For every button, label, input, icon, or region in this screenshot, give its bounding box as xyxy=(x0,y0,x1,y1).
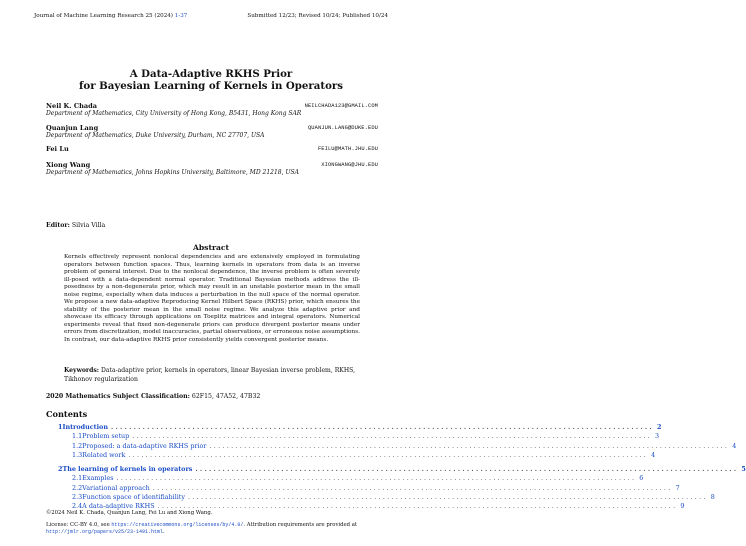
editor-name: Silvia Villa xyxy=(71,222,106,229)
toc-entry[interactable]: 2.4 A data-adaptive RKHS ........................................................................................................................ 9 xyxy=(72,502,685,511)
toc-entry[interactable]: 2.2 Variational approach ........................................................................................................................ 7 xyxy=(72,483,680,492)
author-affiliation: Department of Mathematics, Duke University, Durham, NC 27707, USA xyxy=(46,132,265,139)
toc-leader: ........................................................................................................................ xyxy=(152,483,673,492)
toc-entry[interactable]: 2 The learning of kernels in operators ........................................................................................................................ 5 xyxy=(58,465,746,474)
author-name: Xiong Wang xyxy=(46,161,91,169)
running-header xyxy=(34,13,388,20)
editor-line xyxy=(46,222,105,229)
toc-entry[interactable]: 1.2 Proposed: a data-adaptive RKHS prior ........................................................................................................................ 4 xyxy=(72,441,737,450)
toc-leader: ........................................................................................................................ xyxy=(128,450,649,459)
toc-leader: ........................................................................................................................ xyxy=(116,474,637,483)
msc-line xyxy=(46,393,260,400)
author-name: Fei Lu xyxy=(46,145,69,153)
author-name: Neil K. Chada xyxy=(46,102,98,110)
msc-codes: 62F15, 47A52, 47B32 xyxy=(191,393,261,400)
toc-entry[interactable]: 2.3 Function space of identifiability ........................................................................................................................ 8 xyxy=(72,493,715,502)
submission-dates: Submitted 12/23; Revised 10/24; Published 10/24 xyxy=(247,13,388,19)
author-email: XIONGWANG@JHU.EDU xyxy=(321,162,378,168)
author-block-4 xyxy=(46,161,378,177)
paper-title xyxy=(0,68,422,92)
author-email: QUANJUN.LANG@DUKE.EDU xyxy=(307,125,378,131)
toc-leader: ........................................................................................................................ xyxy=(157,502,678,511)
toc-leader: ........................................................................................................................ xyxy=(209,441,730,450)
keywords-text: Data-adaptive prior, kernels in operators, linear Bayesian inverse problem, RKHS, Tikhonov regularization xyxy=(64,367,356,383)
msc-label: 2020 Mathematics Subject Classification: xyxy=(46,393,190,400)
keywords-label: Keywords: xyxy=(64,367,100,374)
toc-entry[interactable]: 1.3 Related work ........................................................................................................................ 4 xyxy=(72,450,656,459)
license-notice: License: CC-BY 4.0, see https://creativecommons.org/licenses/by/4.0/. Attribution requirements are provided at http://jmlr.org/papers/v25/23-1491.html. xyxy=(46,522,358,535)
keywords xyxy=(64,367,360,384)
license-link[interactable]: https://creativecommons.org/licenses/by/4.0/ xyxy=(111,522,244,528)
abstract-heading: Abstract xyxy=(192,243,230,252)
author-block-2 xyxy=(46,124,378,140)
author-email: NEILCHADA123@GMAIL.COM xyxy=(304,103,378,109)
abstract-text: Kernels effectively represent nonlocal dependencies and are extensively employed in formulating operators between function spaces. Thus, learning kernels in operators from data is an inverse problem of general interest. Due to the nonlocal dependence, the inverse problem is often severely ill-posed with a data-dependent normal operator. Traditional Bayesian methods address the ill-posedness by a non-degenerate prior, which may result in an unstable posterior mean in the small noise regime, especially when data induces a perturbation in the null space of the normal operator. We propose a new data-adaptive Reproducing Kernel Hilbert Space (RKHS) prior, which ensures the stability of the posterior mean in the small noise regime. We analyze this adaptive prior and showcase its efficacy through applications on Toeplitz matrices and integral operators. Numerical experiments reveal that fixed non-degenerate priors can produce divergent posterior means under errors from discretization, model inaccuracies, partial observations, or erroneous noise assumptions. In contrast, our data-adaptive RKHS prior consistently yields convergent posterior means. xyxy=(64,254,360,344)
author-name: Quanjun Lang xyxy=(46,124,99,132)
title-line-2: for Bayesian Learning of Kernels in Operators xyxy=(79,80,343,92)
pages-link[interactable]: 1-37 xyxy=(174,13,188,19)
toc-leader: ........................................................................................................................ xyxy=(132,432,652,441)
author-affiliation: Department of Mathematics, Johns Hopkins University, Baltimore, MD 21218, USA xyxy=(46,169,299,176)
author-block-3 xyxy=(46,145,378,153)
journal-name: Journal of Machine Learning Research 25 (2024) xyxy=(34,13,173,19)
toc-leader: ........................................................................................................................ xyxy=(187,493,708,502)
toc-entry[interactable]: 1.1 Problem setup ........................................................................................................................ 3 xyxy=(72,432,660,441)
attribution-link[interactable]: http://jmlr.org/papers/v25/23-1491.html xyxy=(46,529,164,535)
author-block-1 xyxy=(46,102,378,118)
author-email: FEILU@MATH.JHU.EDU xyxy=(317,146,378,152)
toc-entry[interactable]: 1 Introduction ........................................................................................................................ 2 xyxy=(58,423,662,431)
toc-entry[interactable]: 2.1 Examples ........................................................................................................................ 6 xyxy=(72,474,644,483)
contents-heading: Contents xyxy=(46,409,88,419)
title-line-1: A Data-Adaptive RKHS Prior xyxy=(129,68,293,80)
copyright-line: ©2024 Neil K. Chada, Quanjun Lang, Fei Lu and Xiong Wang. xyxy=(46,510,213,516)
editor-label: Editor: xyxy=(46,222,70,229)
table-of-contents xyxy=(58,423,746,512)
author-affiliation: Department of Mathematics, City University of Hong Kong, B5431, Hong Kong SAR xyxy=(46,110,302,117)
